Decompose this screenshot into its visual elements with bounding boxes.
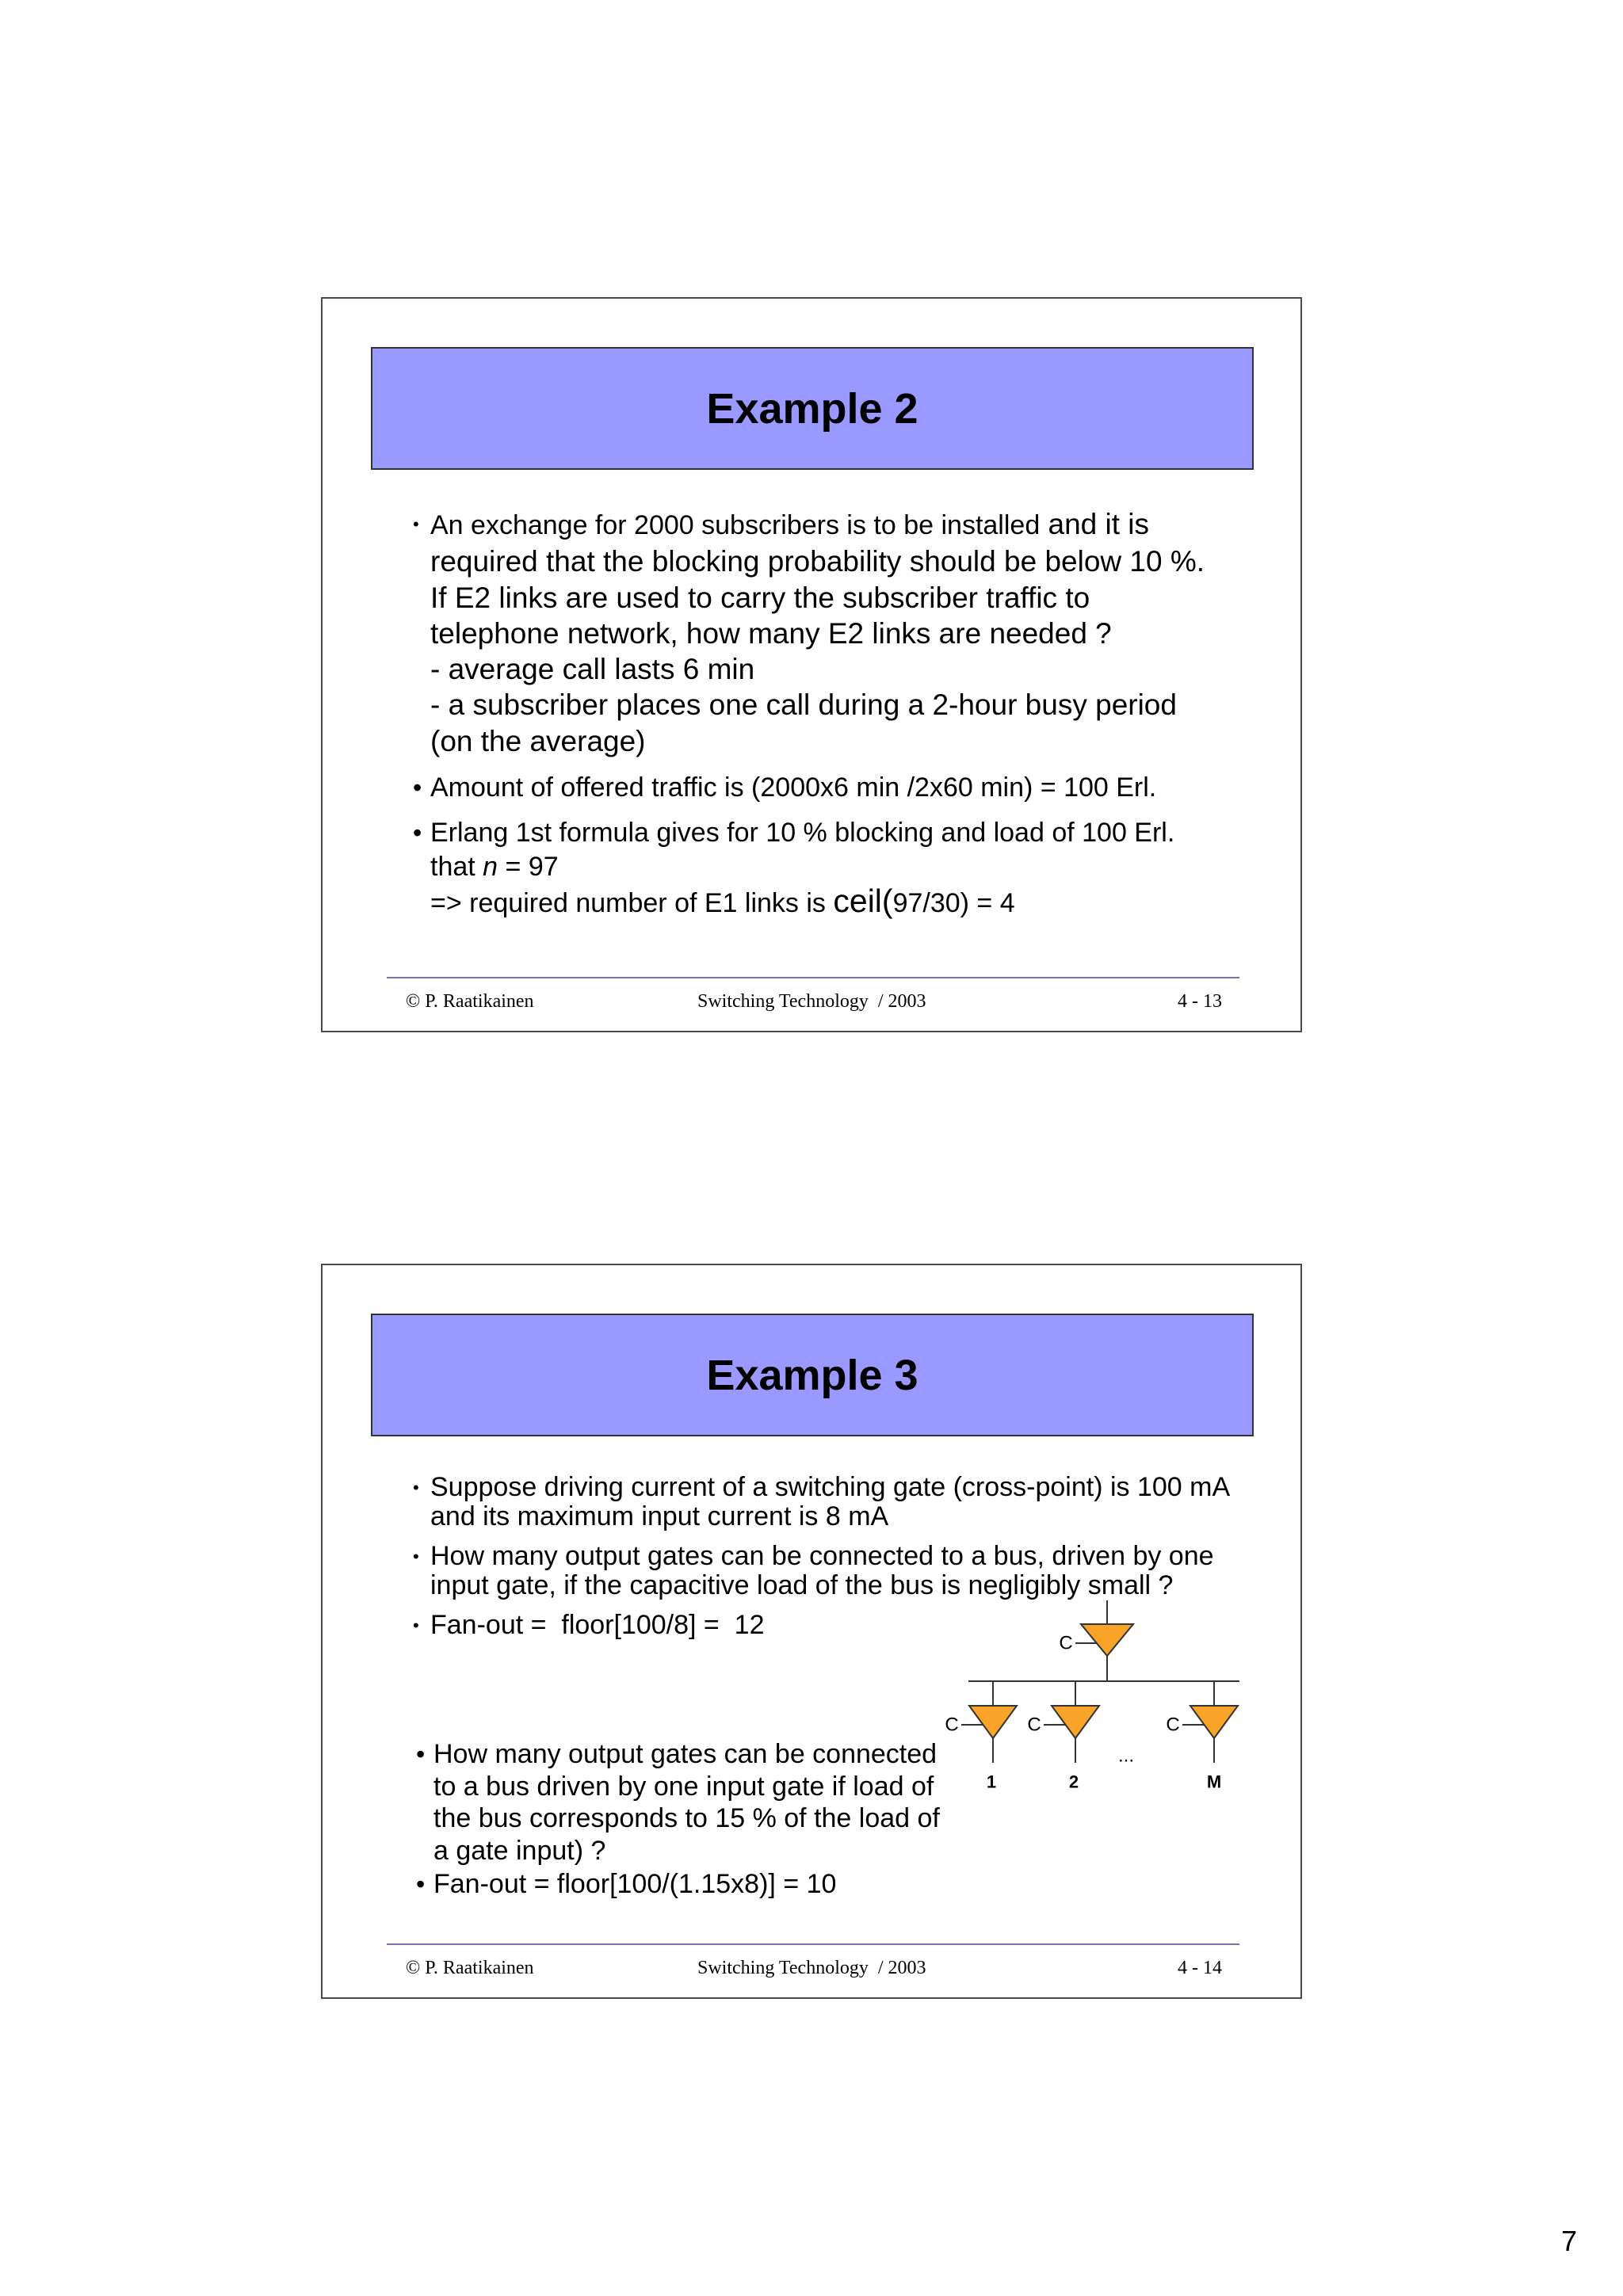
output-gate-capacitance-label: C (1027, 1714, 1041, 1736)
output-gate-capacitance-label: C (945, 1714, 959, 1736)
footer-slide-number: 4 - 13 (1178, 991, 1222, 1012)
ellipsis: ... (1117, 1745, 1135, 1767)
slide-title: Example 2 (706, 384, 918, 433)
bullet-line: • Fan-out = floor[100/(1.15x8)] = 10 (433, 1869, 837, 1899)
bullet-line: telephone network, how many E2 links are needed ? (430, 616, 1112, 650)
bullet-line: • How many output gates can be connected to a bus, driven by one (430, 1541, 1214, 1571)
bullet-erlang-formula (430, 816, 1174, 921)
bullet-text-large: and it is (1048, 508, 1150, 540)
bullet-text: that (430, 852, 475, 882)
input-gate-capacitance-label: C (1059, 1632, 1073, 1654)
bullet-fan-out (430, 1611, 765, 1640)
math-function: ceil( (833, 883, 893, 919)
output-gate-triangle (969, 1706, 1017, 1738)
bullet-line (430, 884, 1174, 921)
bullet-line: required that the blocking probability should be below 10 %. (430, 545, 1205, 578)
output-gate-index: 2 (1068, 1772, 1079, 1792)
math-variable: n (483, 852, 498, 882)
footer-divider (387, 977, 1239, 978)
bullet-line: • How many output gates can be connected (433, 1739, 938, 1769)
output-gate-index: 1 (986, 1772, 997, 1792)
bullet-line: • Fan-out = floor[100/8] = 12 (430, 1610, 765, 1640)
bullet-line (430, 850, 1174, 884)
footer-course: Switching Technology / 2003 (697, 991, 926, 1012)
footer-author: © P. Raatikainen (406, 991, 534, 1012)
bullet-text: => required number of E1 links is (430, 888, 826, 918)
page-number: 7 (1560, 2225, 1577, 2257)
bullet-line: (on the average) (430, 724, 646, 757)
bullet-line: • Erlang 1st formula gives for 10 % blocking and load of 100 Erl. (430, 818, 1175, 848)
bullet-line: the bus corresponds to 15 % of the load of (433, 1803, 940, 1834)
slide-title: Example 3 (706, 1351, 918, 1399)
bullet-fan-out-loaded (433, 1868, 836, 1901)
footer-author: © P. Raatikainen (406, 1958, 534, 1978)
bus-fan-out-diagram (937, 1586, 1254, 1800)
bullet-line: input gate, if the capacitive load of the bus is negligibly small ? (430, 1570, 1174, 1600)
slide-title-box (371, 347, 1254, 470)
output-gate-index: M (1206, 1772, 1222, 1792)
bullet-text: 97/30) = 4 (892, 888, 1015, 918)
footer-divider (387, 1943, 1239, 1945)
bullet-driving-current (430, 1473, 1230, 1531)
bullet-loaded-bus-question (433, 1738, 940, 1867)
output-gate-capacitance-label: C (1166, 1714, 1180, 1736)
input-gate-triangle (1081, 1624, 1133, 1656)
bullet-line: - average call lasts 6 min (430, 653, 755, 686)
footer-slide-number: 4 - 14 (1178, 1958, 1222, 1978)
footer-course: Switching Technology / 2003 (697, 1958, 926, 1978)
slide-4-14 (321, 1264, 1302, 1999)
output-gate-triangle (1052, 1706, 1099, 1738)
bullet-line (430, 506, 1205, 543)
bullet-offered-traffic (430, 771, 1156, 805)
bullet-line: • Suppose driving current of a switching gate (cross-point) is 100 mA (430, 1472, 1231, 1502)
bullet-line: - a subscriber places one call during a 2-hour busy period (430, 688, 1177, 722)
bullet-line: and its maximum input current is 8 mA (430, 1501, 889, 1531)
bullet-text-small: An exchange for 2000 subscribers is to be installed (430, 510, 1041, 540)
bullet-exchange-question (430, 506, 1205, 759)
bullet-line: If E2 links are used to carry the subscriber traffic to (430, 581, 1090, 614)
bullet-line: to a bus driven by one input gate if load of (433, 1771, 934, 1802)
slide-title-box (371, 1314, 1254, 1436)
bullet-line: a gate input) ? (433, 1836, 606, 1867)
output-gate-triangle (1190, 1706, 1238, 1738)
bullet-text: = 97 (505, 852, 559, 882)
slide-4-13 (321, 297, 1302, 1032)
bullet-line: • Amount of offered traffic is (2000x6 min /2x60 min) = 100 Erl. (430, 772, 1157, 803)
